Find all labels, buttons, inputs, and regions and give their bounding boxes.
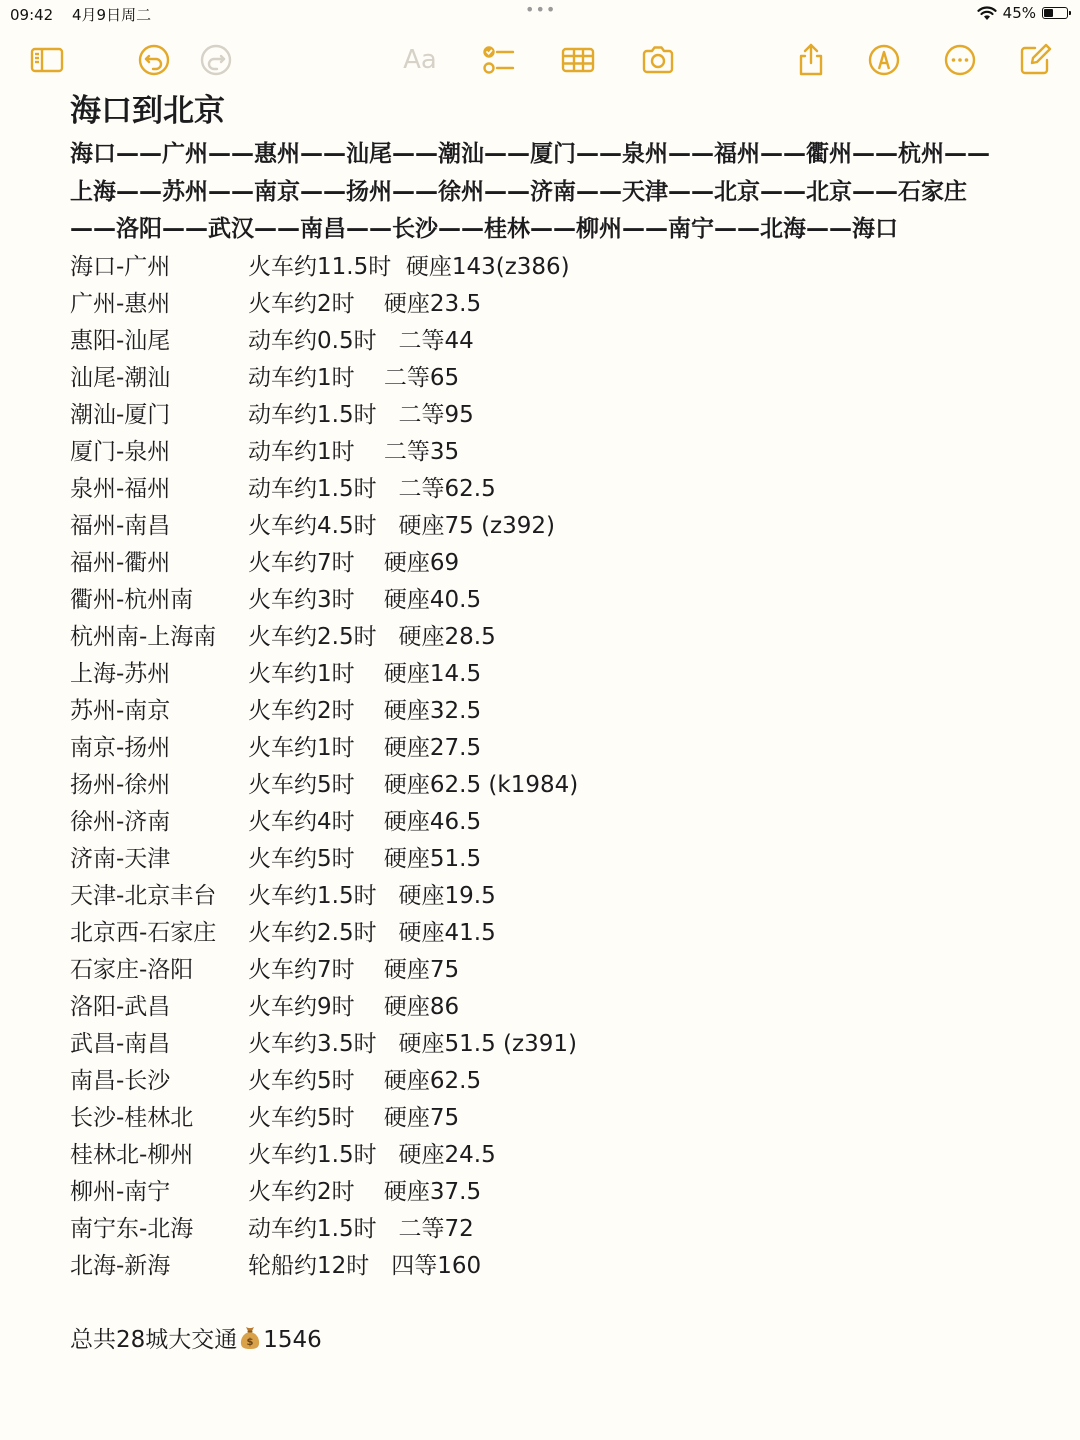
leg-row <box>70 545 1020 582</box>
wifi-icon <box>977 6 997 21</box>
leg-route: 洛阳-武昌 <box>70 993 171 1020</box>
leg-row <box>70 952 1020 989</box>
leg-route: 衢州-杭州南 <box>70 586 194 613</box>
camera-icon <box>640 42 676 78</box>
leg-route: 南宁东-北海 <box>70 1215 194 1242</box>
leg-route: 长沙-桂林北 <box>70 1104 194 1131</box>
leg-route: 福州-南昌 <box>70 512 171 539</box>
leg-route: 徐州-济南 <box>70 808 171 835</box>
leg-route: 桂林北-柳州 <box>70 1141 194 1168</box>
leg-detail: 火车约9时 硬座86 <box>248 993 460 1020</box>
leg-row <box>70 286 1020 323</box>
leg-route: 天津-北京丰台 <box>70 882 217 909</box>
leg-detail: 火车约2.5时 硬座41.5 <box>248 919 496 946</box>
leg-route: 福州-衢州 <box>70 549 171 576</box>
leg-route: 苏州-南京 <box>70 697 171 724</box>
leg-detail: 火车约2时 硬座37.5 <box>248 1178 482 1205</box>
leg-route: 武昌-南昌 <box>70 1030 171 1057</box>
leg-route: 北海-新海 <box>70 1252 171 1279</box>
leg-route: 济南-天津 <box>70 845 171 872</box>
route-line: 海口——广州——惠州——汕尾——潮汕——厦门——泉州——福州——衢州——杭州—— <box>70 141 990 167</box>
leg-detail: 动车约0.5时 二等44 <box>248 327 474 354</box>
table-button[interactable] <box>558 40 598 80</box>
leg-route: 潮汕-厦门 <box>70 401 171 428</box>
summary-total: 1546 <box>263 1326 322 1353</box>
leg-row <box>70 249 1020 286</box>
camera-button[interactable] <box>638 40 678 80</box>
leg-route: 南昌-长沙 <box>70 1067 171 1094</box>
leg-route: 北京西-石家庄 <box>70 919 217 946</box>
status-right <box>977 4 1068 22</box>
leg-route: 泉州-福州 <box>70 475 171 502</box>
leg-row <box>70 471 1020 508</box>
leg-detail: 火车约11.5时 硬座143(z386) <box>248 253 570 280</box>
leg-route: 石家庄-洛阳 <box>70 956 194 983</box>
leg-detail: 火车约2时 硬座23.5 <box>248 290 482 317</box>
redo-button[interactable] <box>196 40 236 80</box>
leg-detail: 火车约5时 硬座62.5 (k1984) <box>248 771 579 798</box>
leg-row <box>70 1137 1020 1174</box>
toolbar <box>0 40 1080 84</box>
leg-detail: 火车约1时 硬座27.5 <box>248 734 482 761</box>
leg-row <box>70 1248 1020 1285</box>
leg-row <box>70 397 1020 434</box>
status-time: 09:42 <box>10 6 54 24</box>
leg-row <box>70 878 1020 915</box>
checklist-button[interactable] <box>478 40 518 80</box>
leg-detail: 轮船约12时 四等160 <box>248 1252 482 1279</box>
sidebar-button[interactable] <box>27 40 67 80</box>
leg-row <box>70 434 1020 471</box>
leg-route: 柳州-南宁 <box>70 1178 171 1205</box>
format-text-icon: Aa <box>403 45 437 75</box>
leg-row <box>70 915 1020 952</box>
leg-detail: 火车约5时 硬座51.5 <box>248 845 482 872</box>
summary-prefix: 总共28城大交通 <box>70 1326 238 1353</box>
redo-icon <box>198 42 234 78</box>
leg-route: 惠阳-汕尾 <box>70 327 171 354</box>
note-title: 海口到北京 <box>70 93 225 129</box>
leg-detail: 动车约1时 二等35 <box>248 438 460 465</box>
undo-icon <box>136 42 172 78</box>
leg-detail: 火车约4时 硬座46.5 <box>248 808 482 835</box>
status-bar <box>0 0 1080 28</box>
leg-detail: 动车约1时 二等65 <box>248 364 460 391</box>
note-body[interactable] <box>70 90 1020 1359</box>
sidebar-icon <box>29 42 65 78</box>
leg-route: 杭州南-上海南 <box>70 623 217 650</box>
leg-detail: 火车约5时 硬座62.5 <box>248 1067 482 1094</box>
leg-row <box>70 989 1020 1026</box>
leg-route: 厦门-泉州 <box>70 438 171 465</box>
table-icon <box>560 42 596 78</box>
leg-detail: 火车约3.5时 硬座51.5 (z391) <box>248 1030 577 1057</box>
leg-row <box>70 508 1020 545</box>
multitasking-dots[interactable]: ••• <box>525 0 557 19</box>
status-date: 4月9日周二 <box>72 6 152 24</box>
leg-detail: 火车约1.5时 硬座24.5 <box>248 1141 496 1168</box>
leg-row <box>70 841 1020 878</box>
leg-row <box>70 1174 1020 1211</box>
leg-detail: 动车约1.5时 二等72 <box>248 1215 474 1242</box>
leg-row <box>70 804 1020 841</box>
leg-route: 海口-广州 <box>70 253 171 280</box>
more-icon <box>942 42 978 78</box>
leg-detail: 动车约1.5时 二等95 <box>248 401 474 428</box>
battery-percent: 45% <box>1002 4 1036 22</box>
leg-route: 上海-苏州 <box>70 660 171 687</box>
leg-route: 汕尾-潮汕 <box>70 364 171 391</box>
markup-button[interactable] <box>864 40 904 80</box>
undo-button[interactable] <box>134 40 174 80</box>
leg-detail: 火车约2时 硬座32.5 <box>248 697 482 724</box>
markup-icon <box>866 42 902 78</box>
leg-route: 南京-扬州 <box>70 734 171 761</box>
leg-detail: 火车约2.5时 硬座28.5 <box>248 623 496 650</box>
leg-detail: 动车约1.5时 二等62.5 <box>248 475 496 502</box>
leg-row <box>70 1211 1020 1248</box>
leg-row <box>70 730 1020 767</box>
compose-icon <box>1017 42 1053 78</box>
more-button[interactable] <box>940 40 980 80</box>
share-icon <box>793 42 829 78</box>
leg-row <box>70 767 1020 804</box>
leg-route: 广州-惠州 <box>70 290 171 317</box>
leg-row <box>70 656 1020 693</box>
battery-fill <box>1044 9 1053 17</box>
leg-detail: 火车约5时 硬座75 <box>248 1104 460 1131</box>
leg-row <box>70 1026 1020 1063</box>
leg-row <box>70 360 1020 397</box>
format-text-button[interactable] <box>400 40 440 80</box>
leg-row <box>70 619 1020 656</box>
summary-line <box>70 1322 1020 1359</box>
leg-detail: 火车约7时 硬座69 <box>248 549 460 576</box>
leg-row <box>70 1063 1020 1100</box>
leg-detail: 火车约7时 硬座75 <box>248 956 460 983</box>
leg-row <box>70 323 1020 360</box>
leg-row <box>70 693 1020 730</box>
route-line: ——洛阳——武汉——南昌——长沙——桂林——柳州——南宁——北海——海口 <box>70 216 898 242</box>
compose-button[interactable] <box>1015 40 1055 80</box>
svg-text:$: $ <box>246 1336 254 1348</box>
route-line: 上海——苏州——南京——扬州——徐州——济南——天津——北京——北京——石家庄 <box>70 178 967 205</box>
money-bag-icon <box>239 1324 261 1350</box>
leg-detail: 火车约1.5时 硬座19.5 <box>248 882 496 909</box>
leg-detail: 火车约4.5时 硬座75 (z392) <box>248 512 556 539</box>
leg-detail: 火车约3时 硬座40.5 <box>248 586 482 613</box>
leg-row <box>70 1100 1020 1137</box>
legs-list <box>70 249 1020 1285</box>
leg-detail: 火车约1时 硬座14.5 <box>248 660 482 687</box>
share-button[interactable] <box>791 40 831 80</box>
battery-icon <box>1042 7 1068 19</box>
leg-route: 扬州-徐州 <box>70 771 171 798</box>
checklist-icon <box>480 42 516 78</box>
leg-row <box>70 582 1020 619</box>
status-left <box>10 4 165 25</box>
